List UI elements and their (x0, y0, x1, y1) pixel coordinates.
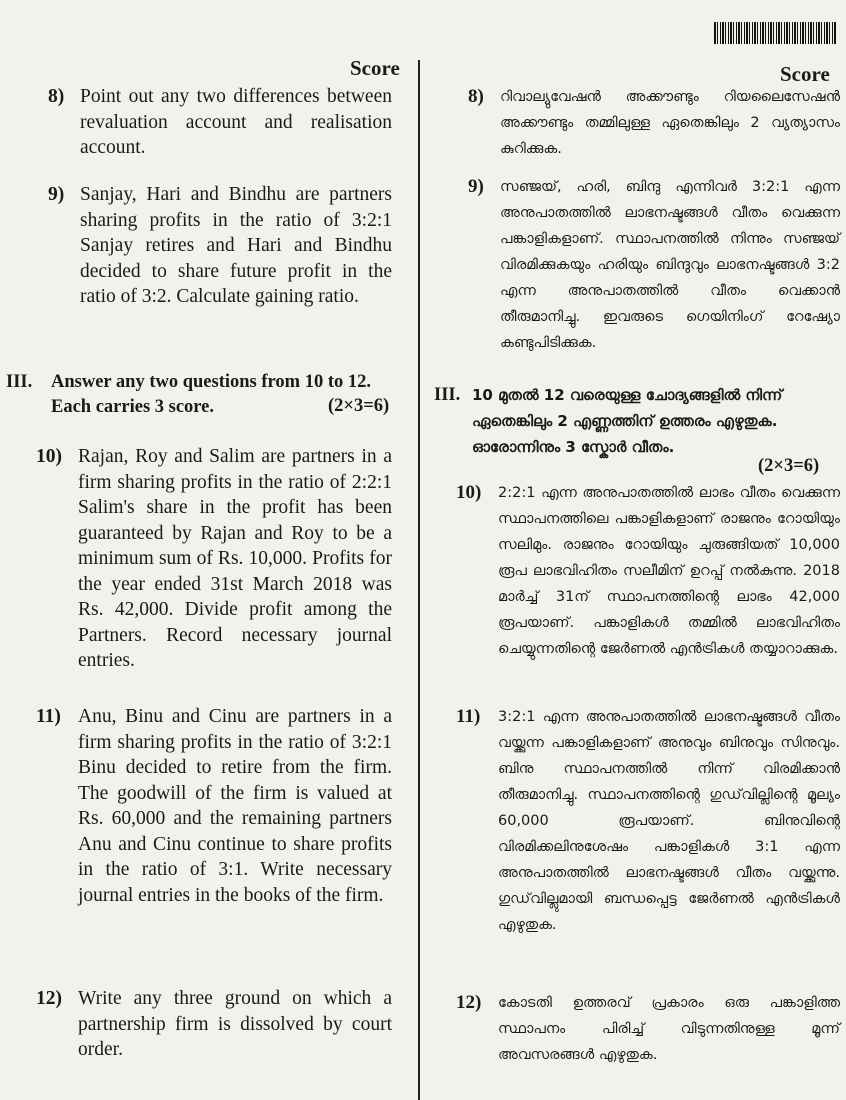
question-number: 12) (456, 992, 482, 1013)
section-marks-ml: (2×3=6) (758, 456, 820, 476)
question-text: Point out any two differences between revaluation account and realisation account. (80, 86, 392, 158)
column-divider (418, 60, 420, 1100)
barcode (714, 22, 836, 44)
question-text: Write any three ground on which a partnership firm is dissolved by court order. (78, 988, 392, 1060)
score-heading-right: Score (780, 62, 830, 86)
score-heading-left: Score (350, 56, 400, 80)
section-number: III. (6, 372, 33, 392)
question-text: കോടതി ഉത്തരവ് പ്രകാരം ഒരു പങ്കാളിത്ത സ്ഥാപനം പിരിച്ച് വിടുന്നതിനുള്ള മൂന്ന് അവസരങ്ങൾ എഴുതുക. (498, 995, 840, 1063)
question-text: 3:2:1 എന്ന അനുപാതത്തിൽ ലാഭനഷ്ടങ്ങൾ വീതം വയ്ക്കുന്ന പങ്കാളികളാണ് അനുവും ബിനുവും സിനുവും. ബിനു സ്ഥാപനത്തിൽ നിന്ന് വിരമിക്കാൻ തീരുമാനിച്ചു. സ്ഥാപനത്തിന്റെ ഗുഡ്‌വില്ലിന്റെ മൂല്യം 60,000 രൂപയാണ്. ബിനുവിന്റെ വിരമിക്കലിനുശേഷം പങ്കാളികൾ 3:1 എന്ന അനുപാതത്തിൽ ലാഭനഷ്ടങ്ങൾ വീതം വയ്ക്കുന്നു. ഗുഡ്‌വില്ലുമായി ബന്ധപ്പെട്ട ജേർണൽ എൻട്രികൾ എഴുതുക. (498, 709, 840, 933)
question-number: 9) (48, 184, 65, 205)
question-number: 10) (36, 446, 62, 467)
question-number: 10) (456, 482, 482, 503)
question-number: 11) (36, 706, 61, 727)
question-text: Anu, Binu and Cinu are partners in a firm sharing profits in the ratio of 3:2:1 Binu decided to retire from the firm. The goodwill of the firm is valued at Rs. 60,000 and the remaining partners Anu and Cinu continue to share profits in the ratio of 3:1. Write necessary journal entries in the books of the firm. (78, 706, 392, 906)
question-text: 2:2:1 എന്ന അനുപാതത്തിൽ ലാഭം വീതം വെക്കുന്ന സ്ഥാപനത്തിലെ പങ്കാളികളാണ് രാജനും റോയിയും സലിമും. രാജനും റോയിയും ചുരുങ്ങിയത് 10,000 രൂപ ലാഭവിഹിതം സലീമിന് ഉറപ്പ് നൽകുന്നു. 2018 മാർച്ച് 31ന് സ്ഥാപനത്തിന്റെ ലാഭം 42,000 രൂപയാണ്. പങ്കാളികൾ തമ്മിൽ ലാഭവിഹിതം ചെയ്യുന്നതിന്റെ ജേർണൽ എൻട്രികൾ തയ്യാറാക്കുക. (498, 485, 840, 657)
section-marks-en: (2×3=6) (328, 396, 390, 416)
question-number: 12) (36, 988, 62, 1009)
question-text: Sanjay, Hari and Bindhu are partners sharing profits in the ratio of 3:2:1 Sanjay retires and Hari and Bindhu decided to share future profit in the ratio of 3:2. Calculate gaining ratio. (80, 184, 392, 307)
question-number: 8) (48, 86, 65, 107)
question-number: 8) (468, 86, 484, 107)
question-text: സഞ്ജയ്, ഹരി, ബിന്ദു എന്നിവർ 3:2:1 എന്ന അനുപാതത്തിൽ ലാഭനഷ്ടങ്ങൾ വീതം വെക്കുന്ന പങ്കാളികളാണ്. സ്ഥാപനത്തിൽ നിന്നും സഞ്ജയ് വിരമിക്കുകയും ഹരിയും ബിന്ദുവും ലാഭനഷ്ടങ്ങൾ 3:2 എന്ന അനുപാതത്തിൽ വീതം വെക്കാൻ തീരുമാനിച്ചു. ഇവരുടെ ഗെയിനിംഗ് റേഷ്യോ കണ്ടുപിടിക്കുക. (500, 179, 840, 351)
question-number: 9) (468, 176, 484, 197)
section-instructions: Answer any two questions from 10 to 12. Each carries 3 score. (51, 372, 371, 417)
section-instructions: 10 മുതൽ 12 വരെയുള്ള ചോദ്യങ്ങളിൽ നിന്ന് ഏതെങ്കിലും 2 എണ്ണത്തിന് ഉത്തരം എഴുതുക. ഓരോന്നിനും 3 സ്കോർ വീതം. (472, 386, 783, 456)
section-number: III. (434, 385, 461, 405)
question-text: Rajan, Roy and Salim are partners in a firm sharing profits in the ratio of 2:2:1 Salim's share in the profit has been guaranteed by Rajan and Roy to be a minimum sum of Rs. 10,000. Profits for the year ended 31st March 2018 was Rs. 42,000. Divide profit among the Partners. Record necessary journal entries. (78, 446, 392, 671)
question-number: 11) (456, 706, 481, 727)
question-text: റിവാല്യുവേഷൻ അക്കൗണ്ടും റിയലൈസേഷൻ അക്കൗണ്ടും തമ്മിലുള്ള ഏതെങ്കിലും 2 വ്യത്യാസം കുറിക്കുക. (500, 89, 840, 157)
